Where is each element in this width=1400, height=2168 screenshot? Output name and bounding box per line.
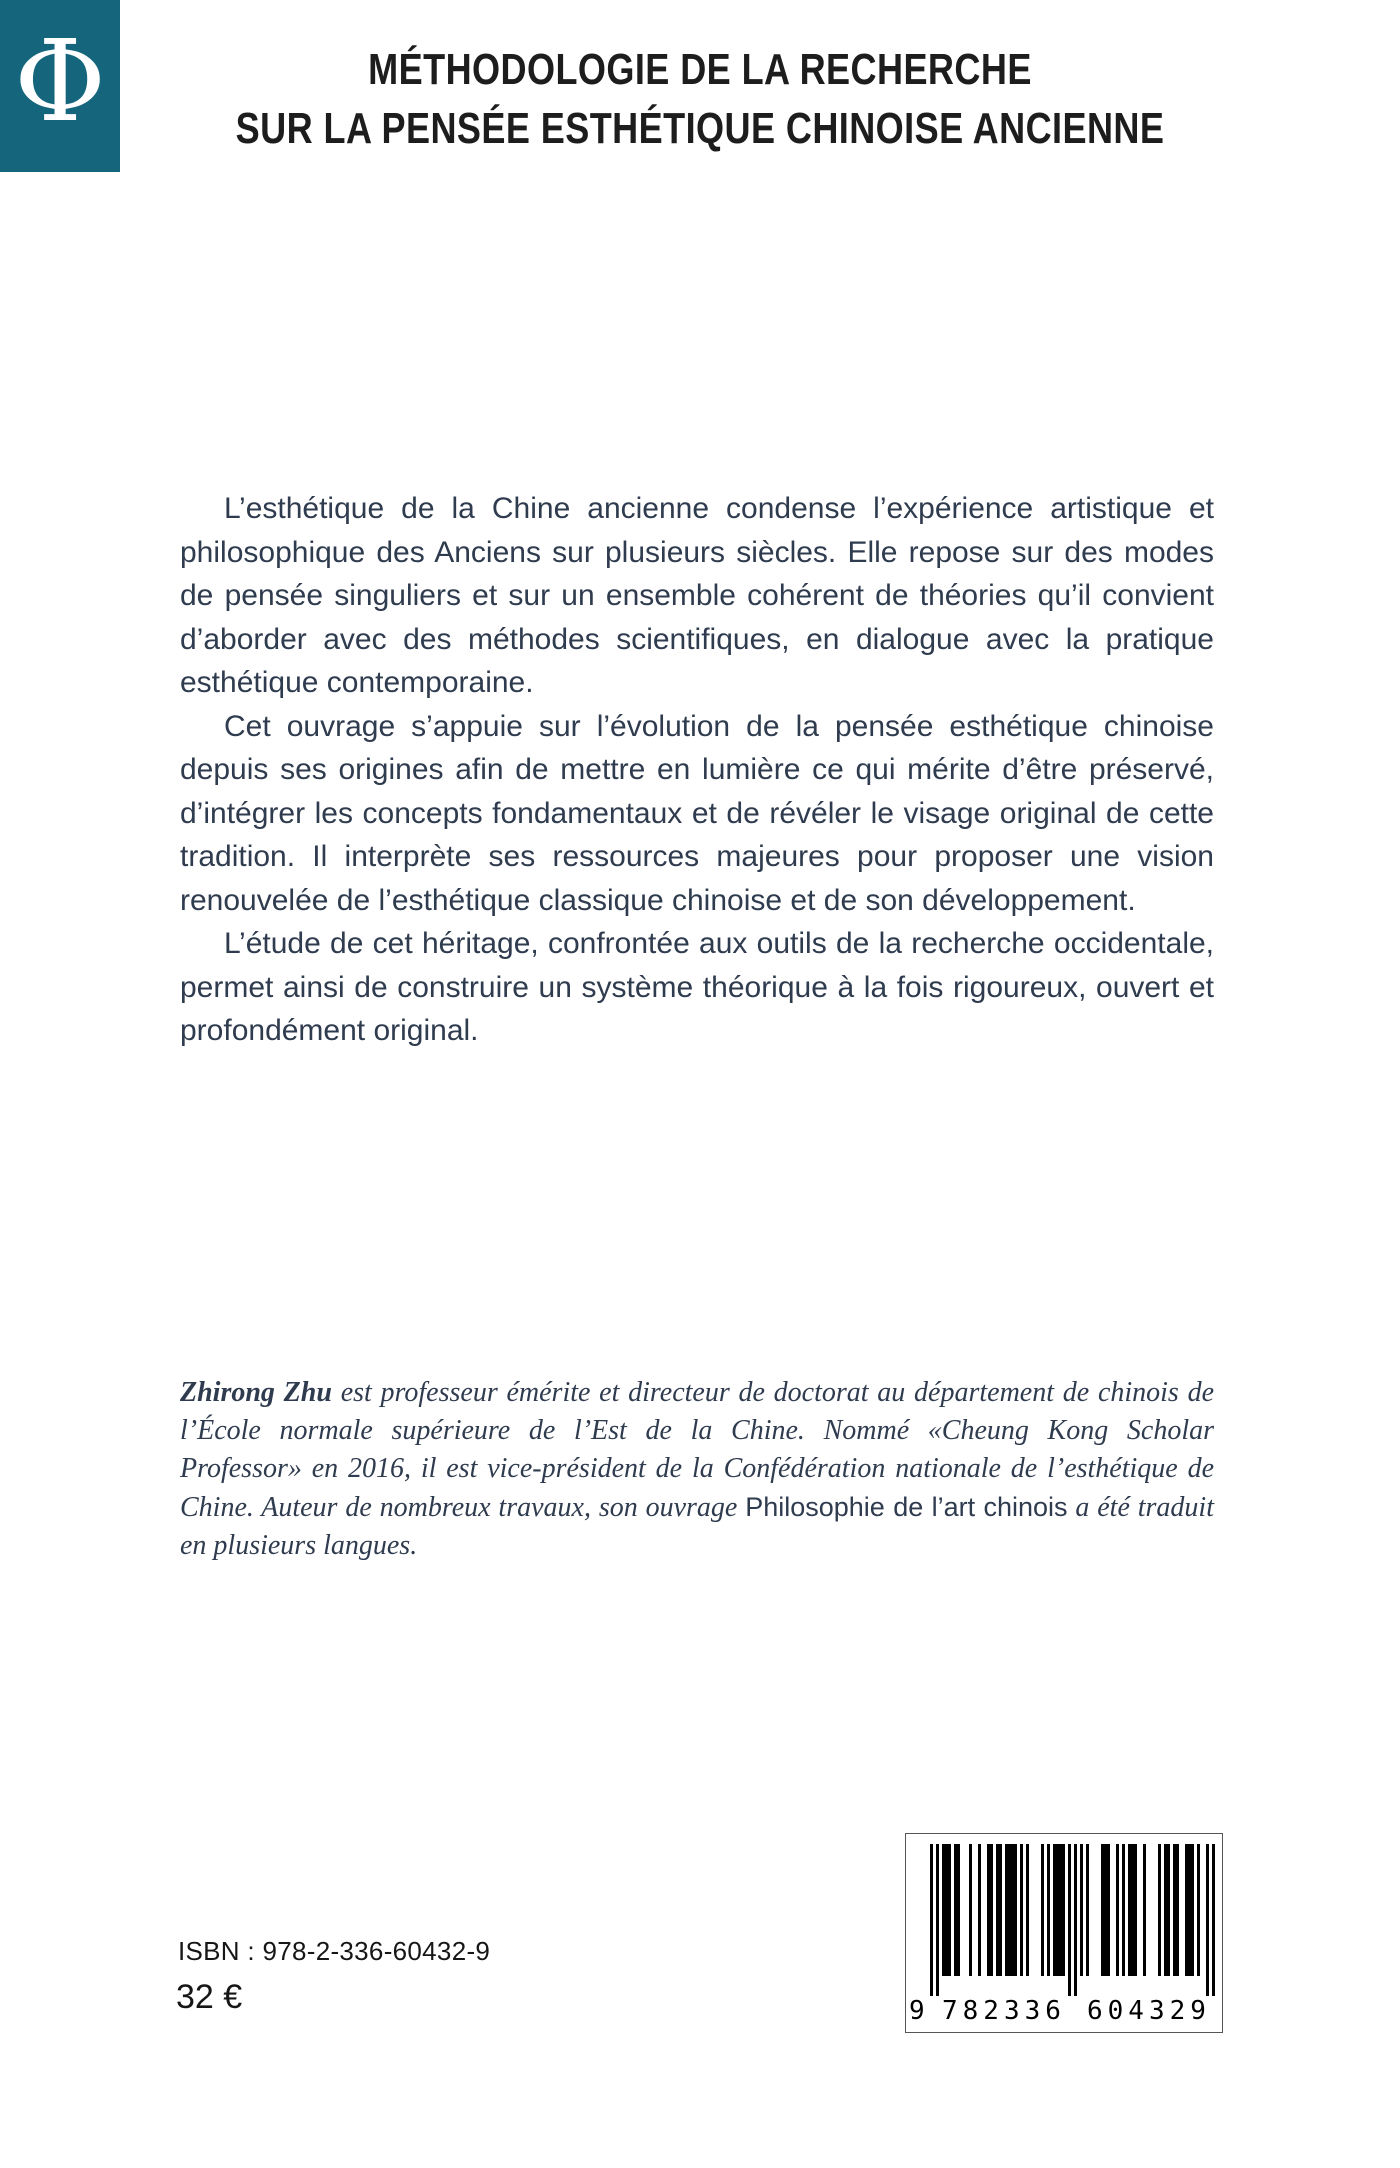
book-title-line1: MÉTHODOLOGIE DE LA RECHERCHE: [368, 45, 1032, 94]
synopsis-paragraph-2: Cet ouvrage s’appuie sur l’évolution de la pensée esthétique chinoise depuis ses origines afin de mettre en lumière ce qui mérite d’être préservé, d’intégrer les concepts fondamentaux et de révéler le visage original de cette tradition. Il interprète ses ressources majeures pour proposer une vision renouvelée de l’esthétique classique chinoise et de son développement.: [180, 709, 1214, 917]
phi-icon: Φ: [14, 17, 106, 147]
synopsis-paragraph-1: L’esthétique de la Chine ancienne condense l’expérience artistique et philosophique des Anciens sur plusieurs siècles. Elle repose sur des modes de pensée singuliers et sur un ensemble cohérent de théories qu’il convient d’aborder avec des méthodes scientifiques, en dialogue avec la pratique esthétique contemporaine.: [180, 492, 1214, 699]
isbn-text: ISBN : 978-2-336-60432-9: [178, 1936, 491, 1966]
synopsis: [180, 487, 1214, 1053]
author-bio: [180, 1374, 1214, 1565]
publisher-logo: [0, 0, 120, 172]
book-title-line2: SUR LA PENSÉE ESTHÉTIQUE CHINOISE ANCIENNE: [235, 104, 1165, 153]
price-text: 32 €: [176, 1978, 243, 2016]
barcode-digit-lead: 9: [909, 1996, 925, 2026]
barcode: [905, 1833, 1223, 2033]
synopsis-paragraph-3: L’étude de cet héritage, confrontée aux outils de la recherche occidentale, permet ainsi de construire un système théorique à la fois rigoureux, ouvert et profondément original.: [180, 927, 1214, 1047]
bio-text: est professeur émérite et directeur de doctorat au département de chinois de l’École normale supérieure de l’Est de la Chine. Nommé «Cheung Kong Scholar Professor» en 2016, il est vice-président de la Confédération nationale de l’esthétique de Chine. Auteur de nombreux travaux, son ouvrage: [180, 1377, 1215, 1523]
barcode-bars: [930, 1844, 1215, 1996]
book-title: [126, 40, 1274, 158]
author-name: Zhirong Zhu: [180, 1377, 332, 1408]
cited-work-title: Philosophie de l’art chinois: [745, 1492, 1068, 1522]
barcode-digits-left: 782336: [942, 1996, 1066, 2026]
barcode-digits-right: 604329: [1087, 1996, 1211, 2026]
bio-text-end: a été traduit en plusieurs langues.: [180, 1492, 1214, 1561]
